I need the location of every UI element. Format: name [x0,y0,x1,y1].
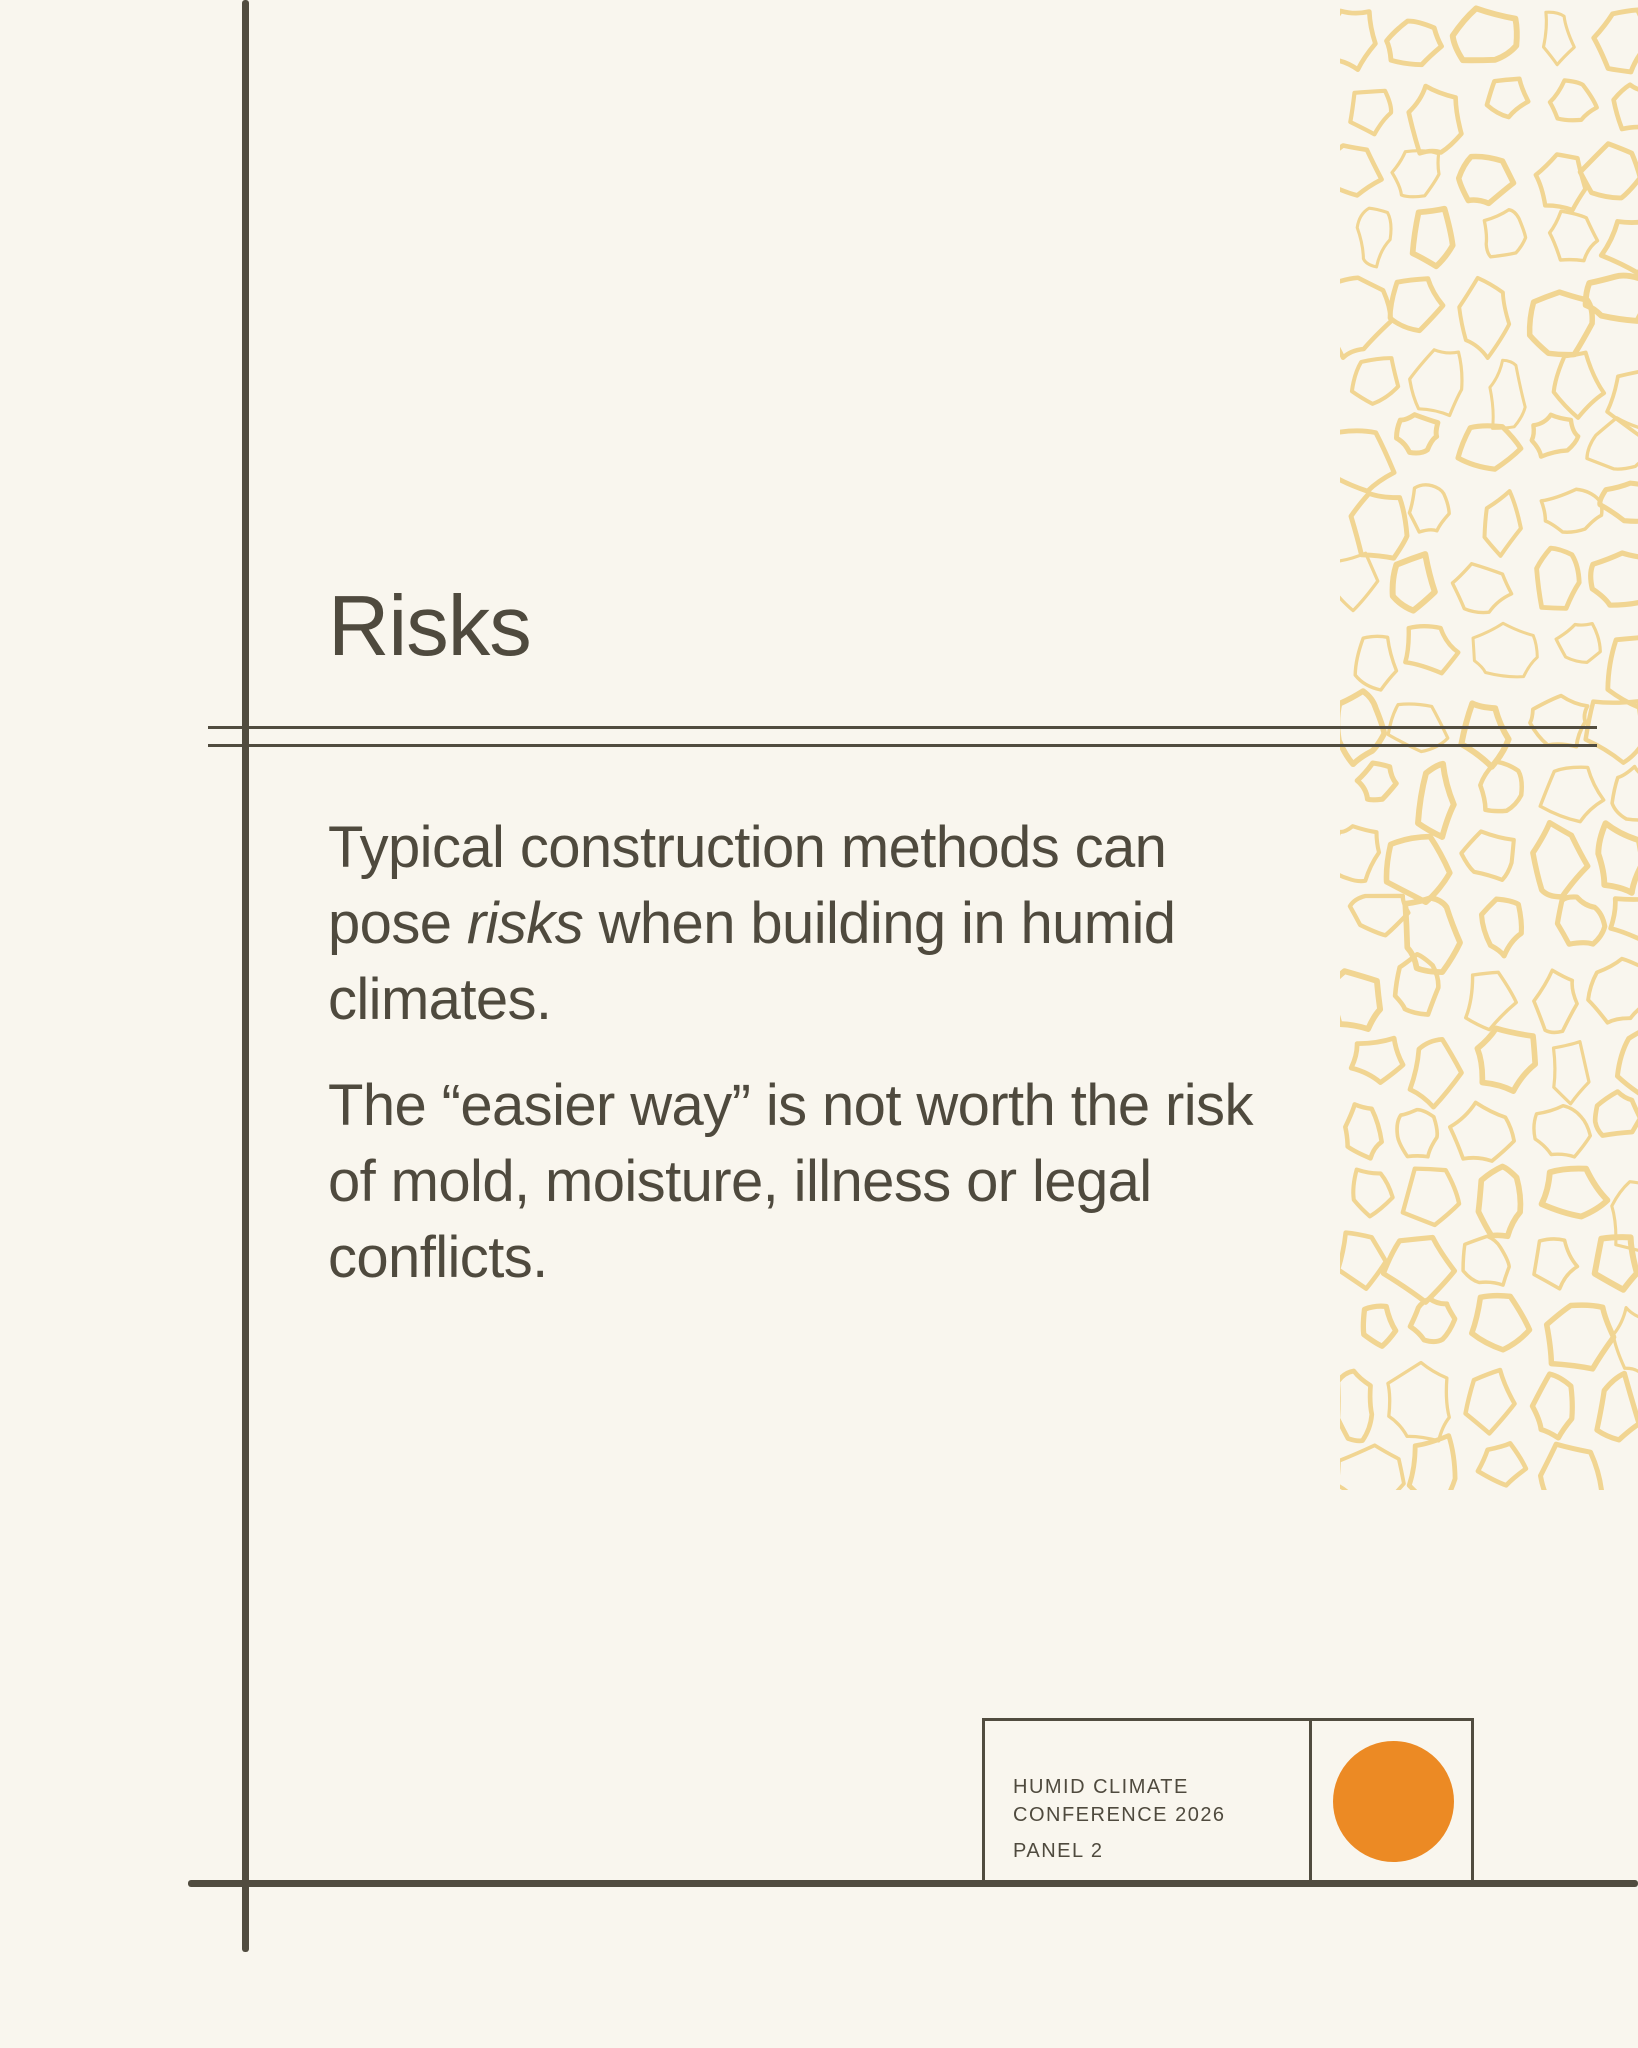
stone-outline-shape [1350,896,1409,935]
stone-outline-shape [1410,1299,1455,1342]
stone-outline-shape [1383,1237,1454,1302]
stone-outline-shape [1601,219,1638,272]
stone-outline-shape [1472,1296,1530,1350]
stone-outline-shape [1580,144,1638,198]
stone-outline-shape [1461,703,1508,766]
stone-outline-shape [1537,548,1580,608]
stone-outline-shape [1397,1110,1437,1157]
stone-outline-shape [1350,91,1391,135]
slide-title: Risks [328,579,531,674]
stone-outline-shape [1410,350,1462,416]
stone-outline-shape [1532,415,1579,457]
stone-outline-shape [1614,85,1638,129]
stone-outline-shape [1534,1106,1590,1157]
stone-outline-shape [1547,1305,1614,1369]
stone-outline-shape [1355,636,1396,690]
stone-outline-shape [1340,431,1394,491]
stone-outline-shape [1550,211,1598,261]
stone-outline-shape [1351,1038,1403,1082]
stone-outline-shape [1556,624,1600,663]
stone-outline-shape [1533,823,1588,897]
stone-outline-shape [1595,1092,1638,1136]
stone-outline-shape [1409,485,1449,532]
stone-outline-shape [1340,1371,1372,1441]
stone-outline-shape [1594,10,1638,72]
conference-label [1013,1773,1226,1865]
stone-outline-shape [1607,369,1638,439]
stone-outline-shape [1542,1169,1608,1217]
conference-line-1: HUMID CLIMATE [1013,1776,1189,1798]
stone-outline-shape [1600,483,1638,521]
stone-outline-shape [1612,767,1638,820]
stone-outline-shape [1541,1444,1602,1490]
conference-line-2: CONFERENCE 2026 [1013,1804,1226,1826]
stone-outline-shape [1540,767,1604,821]
stone-outline-shape [1608,637,1638,707]
stone-outline-shape [1353,1170,1392,1217]
stone-outline-shape [1357,208,1391,267]
stone-outline-shape [1478,1443,1526,1485]
stone-outline-shape [1550,80,1597,120]
stone-outline-shape [1532,1374,1572,1438]
panel-label: PANEL 2 [1013,1840,1104,1862]
stone-outline-shape [1418,764,1454,837]
stone-outline-shape [1617,1027,1638,1101]
stone-outline-shape [1340,11,1375,70]
stone-outline-shape [1587,418,1638,469]
slide-body [328,810,1288,1326]
stone-outline-shape [1534,970,1577,1032]
stone-outline-shape [1340,146,1382,196]
stone-outline-shape [1409,1436,1455,1490]
conference-badge [982,1718,1474,1882]
stone-outline-shape [1390,279,1443,331]
stone-outline-shape [1490,360,1525,428]
stone-outline-shape [1351,493,1407,558]
stone-outline-shape [1392,151,1439,197]
stone-outline-shape [1613,1308,1638,1375]
stone-outline-shape [1554,1042,1590,1104]
stone-outline-shape [1388,1363,1449,1441]
title-divider-bottom [208,744,1597,747]
stone-outline-shape [1534,1239,1577,1289]
paragraph-risks: Typical construction methods can pose risks when building in humid climates. [328,815,1176,1032]
badge-divider [1309,1721,1312,1882]
stone-outline-shape [1466,1370,1515,1433]
stone-outline-shape [1463,1236,1509,1285]
paragraph-easier-way: The “easier way” is not worth the risk of mold, moisture, illness or legal conflicts. [328,1073,1253,1290]
stone-outline-shape [1588,959,1638,1023]
stone-outline-shape [1541,489,1602,532]
title-divider-top [208,726,1597,729]
orange-circle-icon [1333,1741,1454,1862]
stone-outline-shape [1386,837,1449,903]
stone-outline-shape [1413,209,1453,267]
stone-outline-shape [1473,623,1537,677]
stone-outline-shape [1345,1104,1381,1158]
stone-outline-shape [1485,491,1521,556]
stone-outline-shape [1482,899,1522,956]
stone-outline-shape [1611,898,1638,941]
stone-outline-shape [1530,696,1588,747]
stone-outline-shape [1405,626,1458,673]
stone-outline-shape [1340,1445,1404,1490]
stone-outline-shape [1544,12,1575,64]
stone-outline-shape [1352,358,1398,404]
stone-outline-shape [1340,971,1380,1029]
stone-outline-shape [1458,426,1521,469]
stone-outline-shape [1487,79,1528,117]
stone-outline-shape [1557,897,1604,944]
stone-outline-shape [1340,826,1379,881]
stone-outline-shape [1536,154,1586,210]
stone-outline-shape [1393,554,1435,611]
stone-outline-shape [1453,8,1517,60]
stone-outline-shape [1591,553,1638,605]
stone-outline-shape [1480,762,1521,811]
stone-outline-shape [1363,1306,1395,1346]
stone-outline-shape [1340,553,1378,610]
stone-outline-shape [1597,1373,1638,1440]
stone-outline-shape [1477,1028,1535,1091]
stone-outline-shape [1598,823,1638,893]
stone-outline-shape [1459,156,1514,203]
stone-outline-shape [1484,210,1525,257]
stone-outline-shape [1452,564,1511,613]
stone-outline-shape [1461,831,1514,880]
stone-outline-shape [1554,353,1604,418]
stone-outline-shape [1612,1182,1638,1252]
stone-outline-shape [1409,86,1462,153]
stone-outline-shape [1586,701,1638,763]
stone-outline-shape [1410,1039,1462,1107]
stone-outline-shape [1396,415,1437,453]
stone-outline-shape [1403,1169,1459,1225]
stone-outline-shape [1405,898,1460,972]
stone-outline-shape [1478,1167,1520,1237]
frame-vertical-line [242,0,249,1952]
stone-outline-shape [1459,278,1509,358]
emphasis-risks: risks [466,891,584,956]
stone-outline-shape [1357,763,1396,800]
stone-outline-shape [1450,1103,1514,1162]
stone-outline-shape [1340,278,1391,358]
stone-outline-shape [1387,21,1442,65]
stone-outline-shape [1340,1233,1386,1289]
stone-outline-shape [1466,972,1517,1029]
